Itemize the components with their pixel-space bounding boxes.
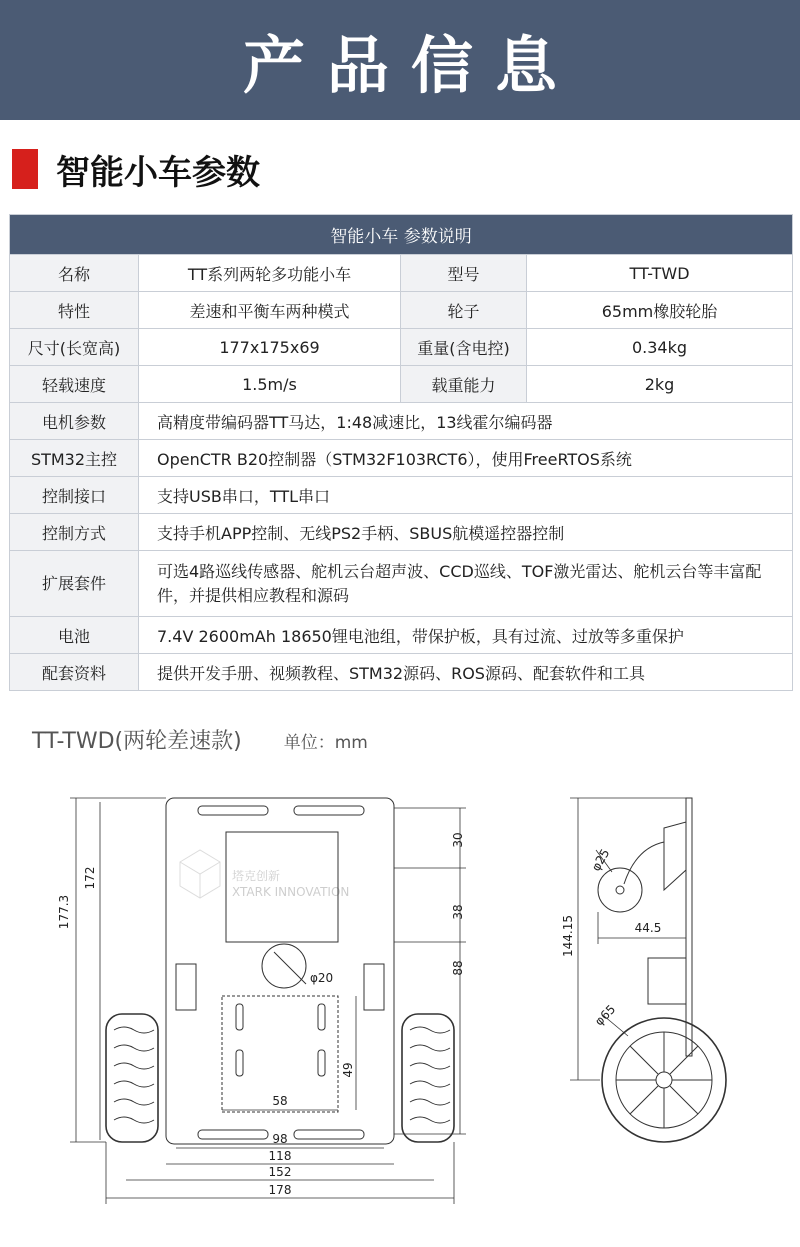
- slot: [294, 806, 364, 815]
- side-view: [598, 798, 726, 1142]
- table-row: [10, 440, 793, 477]
- watermark-text-cn: 塔克创新: [232, 869, 281, 883]
- spec-label: 型号: [401, 255, 527, 292]
- dim-88: 88: [451, 960, 465, 976]
- slot: [198, 806, 268, 815]
- center-hole: [262, 944, 306, 988]
- spec-value: 7.4V 2600mAh 18650锂电池组，带保护板，具有过流、过放等多重保护: [139, 617, 793, 654]
- section-title: 智能小车参数: [56, 152, 260, 193]
- slot: [294, 1130, 364, 1139]
- dim-172: 172: [83, 866, 97, 890]
- spec-value: 65mm橡胶轮胎: [527, 292, 793, 329]
- spec-value: 高精度带编码器TT马达，1:48减速比，13线霍尔编码器: [139, 403, 793, 440]
- table-row: [10, 329, 793, 366]
- spec-value: OpenCTR B20控制器（STM32F103RCT6），使用FreeRTOS系统: [139, 440, 793, 477]
- caster-bracket: [664, 822, 686, 890]
- banner: [0, 0, 800, 120]
- spec-label: 轻载速度: [10, 366, 139, 403]
- section-accent-bar: [12, 149, 38, 189]
- section-header: [12, 146, 260, 192]
- slot: [236, 1050, 243, 1076]
- dim-49: 49: [341, 1062, 355, 1078]
- dim-177: 177.3: [57, 894, 71, 930]
- dim-152: 152: [268, 1165, 292, 1179]
- spec-label: 尺寸(长宽高): [10, 329, 139, 366]
- caster-arm: [624, 842, 664, 884]
- slot: [318, 1050, 325, 1076]
- spec-value: 差速和平衡车两种模式: [139, 292, 401, 329]
- dim-44: 44.5: [634, 921, 662, 935]
- dim-phi20: φ20: [310, 971, 334, 985]
- spec-value: 177x175x69: [139, 329, 401, 366]
- spec-value: 0.34kg: [527, 329, 793, 366]
- spec-label: 重量(含电控): [401, 329, 527, 366]
- dim-98: 98: [272, 1132, 288, 1146]
- unit-label: 单位：mm: [283, 733, 368, 753]
- table-row: [10, 477, 793, 514]
- wheel-right: [402, 1014, 454, 1142]
- watermark-text-en: XTARK INNOVATION: [232, 885, 350, 899]
- watermark-logo: [180, 850, 220, 898]
- spec-label: 电机参数: [10, 403, 139, 440]
- wheel-left: [106, 1014, 158, 1142]
- slot: [198, 1130, 268, 1139]
- diagram-caption: [32, 724, 368, 755]
- table-row: [10, 403, 793, 440]
- spec-table: [9, 214, 793, 691]
- table-row: [10, 514, 793, 551]
- dim-38: 38: [451, 904, 465, 920]
- dimension-lines-side: [570, 798, 686, 1080]
- motor-mount: [364, 964, 384, 1010]
- table-row: [10, 654, 793, 691]
- motor-mount: [176, 964, 196, 1010]
- spec-label: 载重能力: [401, 366, 527, 403]
- table-header: 智能小车 参数说明: [10, 215, 793, 255]
- spec-value: 可选4路巡线传感器、舵机云台超声波、CCD巡线、TOF激光雷达、舵机云台等丰富配件，并提供相应教程和源码: [139, 551, 793, 617]
- dim-178: 178: [268, 1183, 292, 1197]
- spec-value: TT系列两轮多功能小车: [139, 255, 401, 292]
- table-row: [10, 366, 793, 403]
- spec-value: 提供开发手册、视频教程、STM32源码、ROS源码、配套软件和工具: [139, 654, 793, 691]
- spec-value: 支持USB串口，TTL串口: [139, 477, 793, 514]
- spec-label: 控制方式: [10, 514, 139, 551]
- spec-value: 1.5m/s: [139, 366, 401, 403]
- slot: [318, 1004, 325, 1030]
- dim-118: 118: [268, 1149, 292, 1163]
- spec-label: 名称: [10, 255, 139, 292]
- spec-value: 2kg: [527, 366, 793, 403]
- spec-label: STM32主控: [10, 440, 139, 477]
- dim-58: 58: [272, 1094, 288, 1108]
- table-row: [10, 617, 793, 654]
- model-name: TT-TWD(两轮差速款): [32, 729, 242, 754]
- dimension-lines-top: [70, 798, 466, 1204]
- slot: [236, 1004, 243, 1030]
- spec-label: 特性: [10, 292, 139, 329]
- dim-30: 30: [451, 832, 465, 848]
- dimension-drawing: [0, 770, 800, 1240]
- spec-label: 电池: [10, 617, 139, 654]
- caster-wheel: [598, 868, 642, 912]
- table-row: [10, 551, 793, 617]
- spec-label: 控制接口: [10, 477, 139, 514]
- motor-body: [648, 958, 686, 1004]
- table-row: [10, 255, 793, 292]
- side-plate: [686, 798, 692, 1056]
- table-row: [10, 292, 793, 329]
- spec-label: 轮子: [401, 292, 527, 329]
- dim-phi25: φ25: [588, 846, 613, 874]
- phi20-leader: [274, 952, 306, 984]
- spec-label: 配套资料: [10, 654, 139, 691]
- table-header-row: [10, 215, 793, 255]
- spec-value: 支持手机APP控制、无线PS2手柄、SBUS航模遥控器控制: [139, 514, 793, 551]
- dim-phi65: φ65: [592, 1002, 619, 1029]
- spec-label: 扩展套件: [10, 551, 139, 617]
- drive-wheel-hub: [656, 1072, 672, 1088]
- spec-value: TT-TWD: [527, 255, 793, 292]
- caster-hub: [616, 886, 624, 894]
- banner-title: 产品信息: [242, 28, 579, 102]
- dim-144: 144.15: [561, 915, 575, 957]
- wheel-spokes: [616, 1032, 712, 1128]
